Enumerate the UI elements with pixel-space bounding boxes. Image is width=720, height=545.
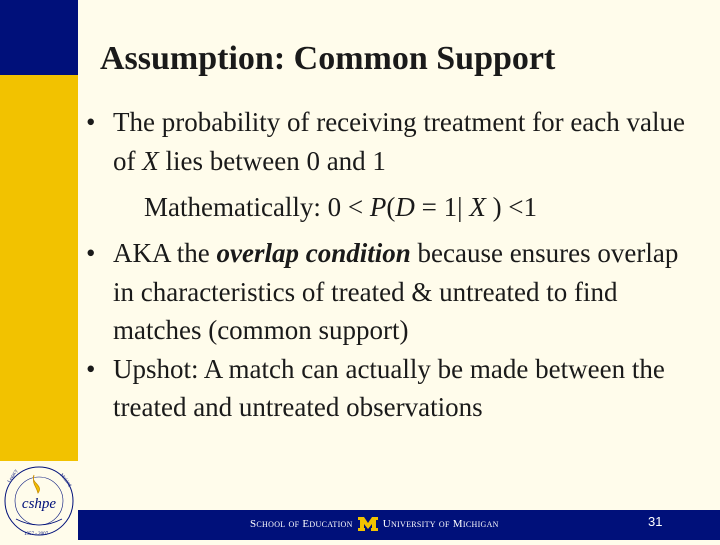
svg-text:cshpe: cshpe	[21, 496, 57, 512]
bullet-emphasis: overlap condition	[216, 238, 411, 268]
slide-body	[86, 103, 706, 427]
math-mid: = 1|	[414, 192, 470, 222]
math-x: X	[469, 192, 486, 222]
bullet-text: because ensures overlap in characteristics of treated & untreated to find matches (common support)	[113, 238, 679, 345]
slide-title: Assumption: Common Support	[100, 40, 556, 77]
svg-text:Making: Making	[58, 473, 73, 489]
math-p: P	[369, 192, 387, 222]
bullet-text: Upshot: A match can actually be made between the treated and untreated observations	[113, 353, 665, 422]
left-gold-band	[0, 75, 78, 461]
bullet-glyph: •	[86, 238, 96, 268]
footer-wordmark	[250, 516, 499, 532]
math-expression	[86, 180, 706, 234]
bullet-glyph: •	[86, 107, 96, 137]
bullet-text: AKA the	[113, 238, 217, 268]
footer-school: School of Education	[250, 518, 353, 530]
page-number: 31	[648, 514, 663, 529]
svg-text:1957 - 2007: 1957 - 2007	[24, 532, 49, 537]
bullet-text: The probability of receiving treatment for each value of	[113, 107, 685, 176]
bullet-text: lies between 0 and 1	[158, 145, 386, 176]
bullet-variable: X	[142, 145, 159, 176]
cshpe-logo	[0, 461, 78, 540]
left-navy-band	[0, 0, 78, 75]
block-m-icon	[357, 516, 379, 532]
cshpe-logo-graphic	[0, 461, 78, 540]
math-open: (	[386, 192, 396, 222]
math-lead: Mathematically: 0 <	[144, 192, 370, 222]
math-d: D	[395, 192, 415, 222]
bullet-item	[86, 350, 706, 427]
bullet-item	[86, 234, 706, 350]
svg-text:Legacy: Legacy	[7, 468, 20, 484]
bullet-item	[86, 103, 706, 180]
footer-university: University of Michigan	[382, 518, 499, 530]
math-tail: ) <1	[485, 192, 538, 222]
bullet-glyph: •	[86, 353, 96, 384]
